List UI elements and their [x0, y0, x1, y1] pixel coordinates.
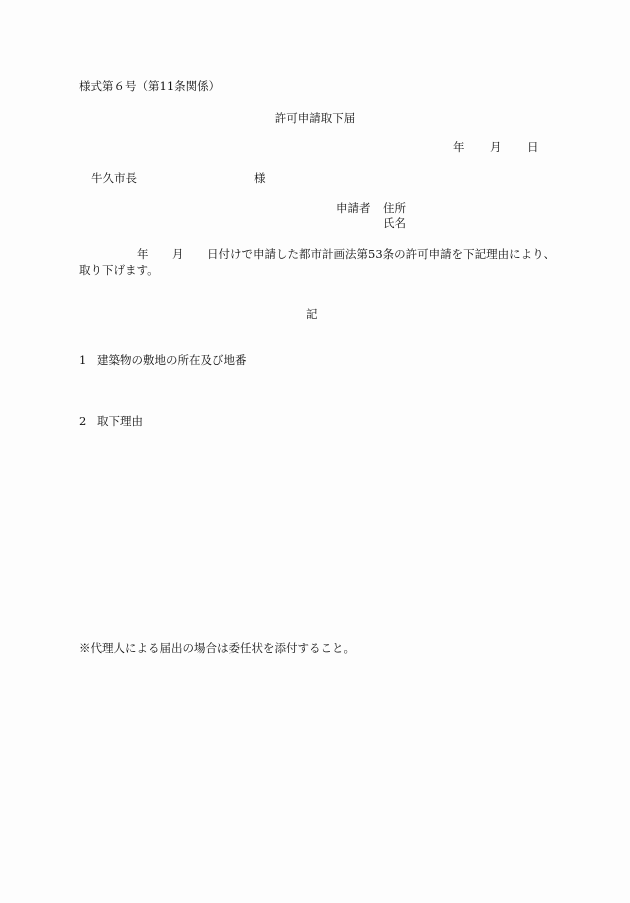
- date-line: [453, 139, 539, 155]
- name-label: 氏名: [383, 216, 406, 230]
- list-item: [79, 352, 247, 368]
- recipient: 牛久市長: [91, 171, 137, 185]
- applicant-label: 申請者: [336, 201, 371, 215]
- ki-heading: 記: [306, 307, 318, 321]
- address-label: 住所: [383, 201, 406, 215]
- form-number: 様式第６号（第11条関係）: [79, 79, 221, 93]
- date-day-label: 日: [527, 140, 539, 154]
- body-rest-text: 日付けで申請した都市計画法第53条の許可申請を下記理由により、: [207, 247, 556, 261]
- item-number: 2: [79, 414, 87, 428]
- honorific: 様: [254, 171, 266, 185]
- item-label: 取下理由: [97, 414, 143, 428]
- item-label: 建築物の敷地の所在及び地番: [97, 353, 247, 367]
- footnote: ※代理人による届出の場合は委任状を添付すること。: [79, 641, 355, 655]
- body-text-line2: 取り下げます。: [79, 263, 159, 277]
- document-title: 許可申請取下届: [274, 111, 356, 125]
- list-item: [79, 413, 143, 429]
- body-year-label: 年: [137, 247, 149, 261]
- body-month-label: 月: [172, 247, 184, 261]
- item-number: 1: [79, 353, 87, 367]
- date-month-label: 月: [490, 140, 502, 154]
- body-text-line1: [137, 246, 555, 262]
- date-year-label: 年: [453, 140, 465, 154]
